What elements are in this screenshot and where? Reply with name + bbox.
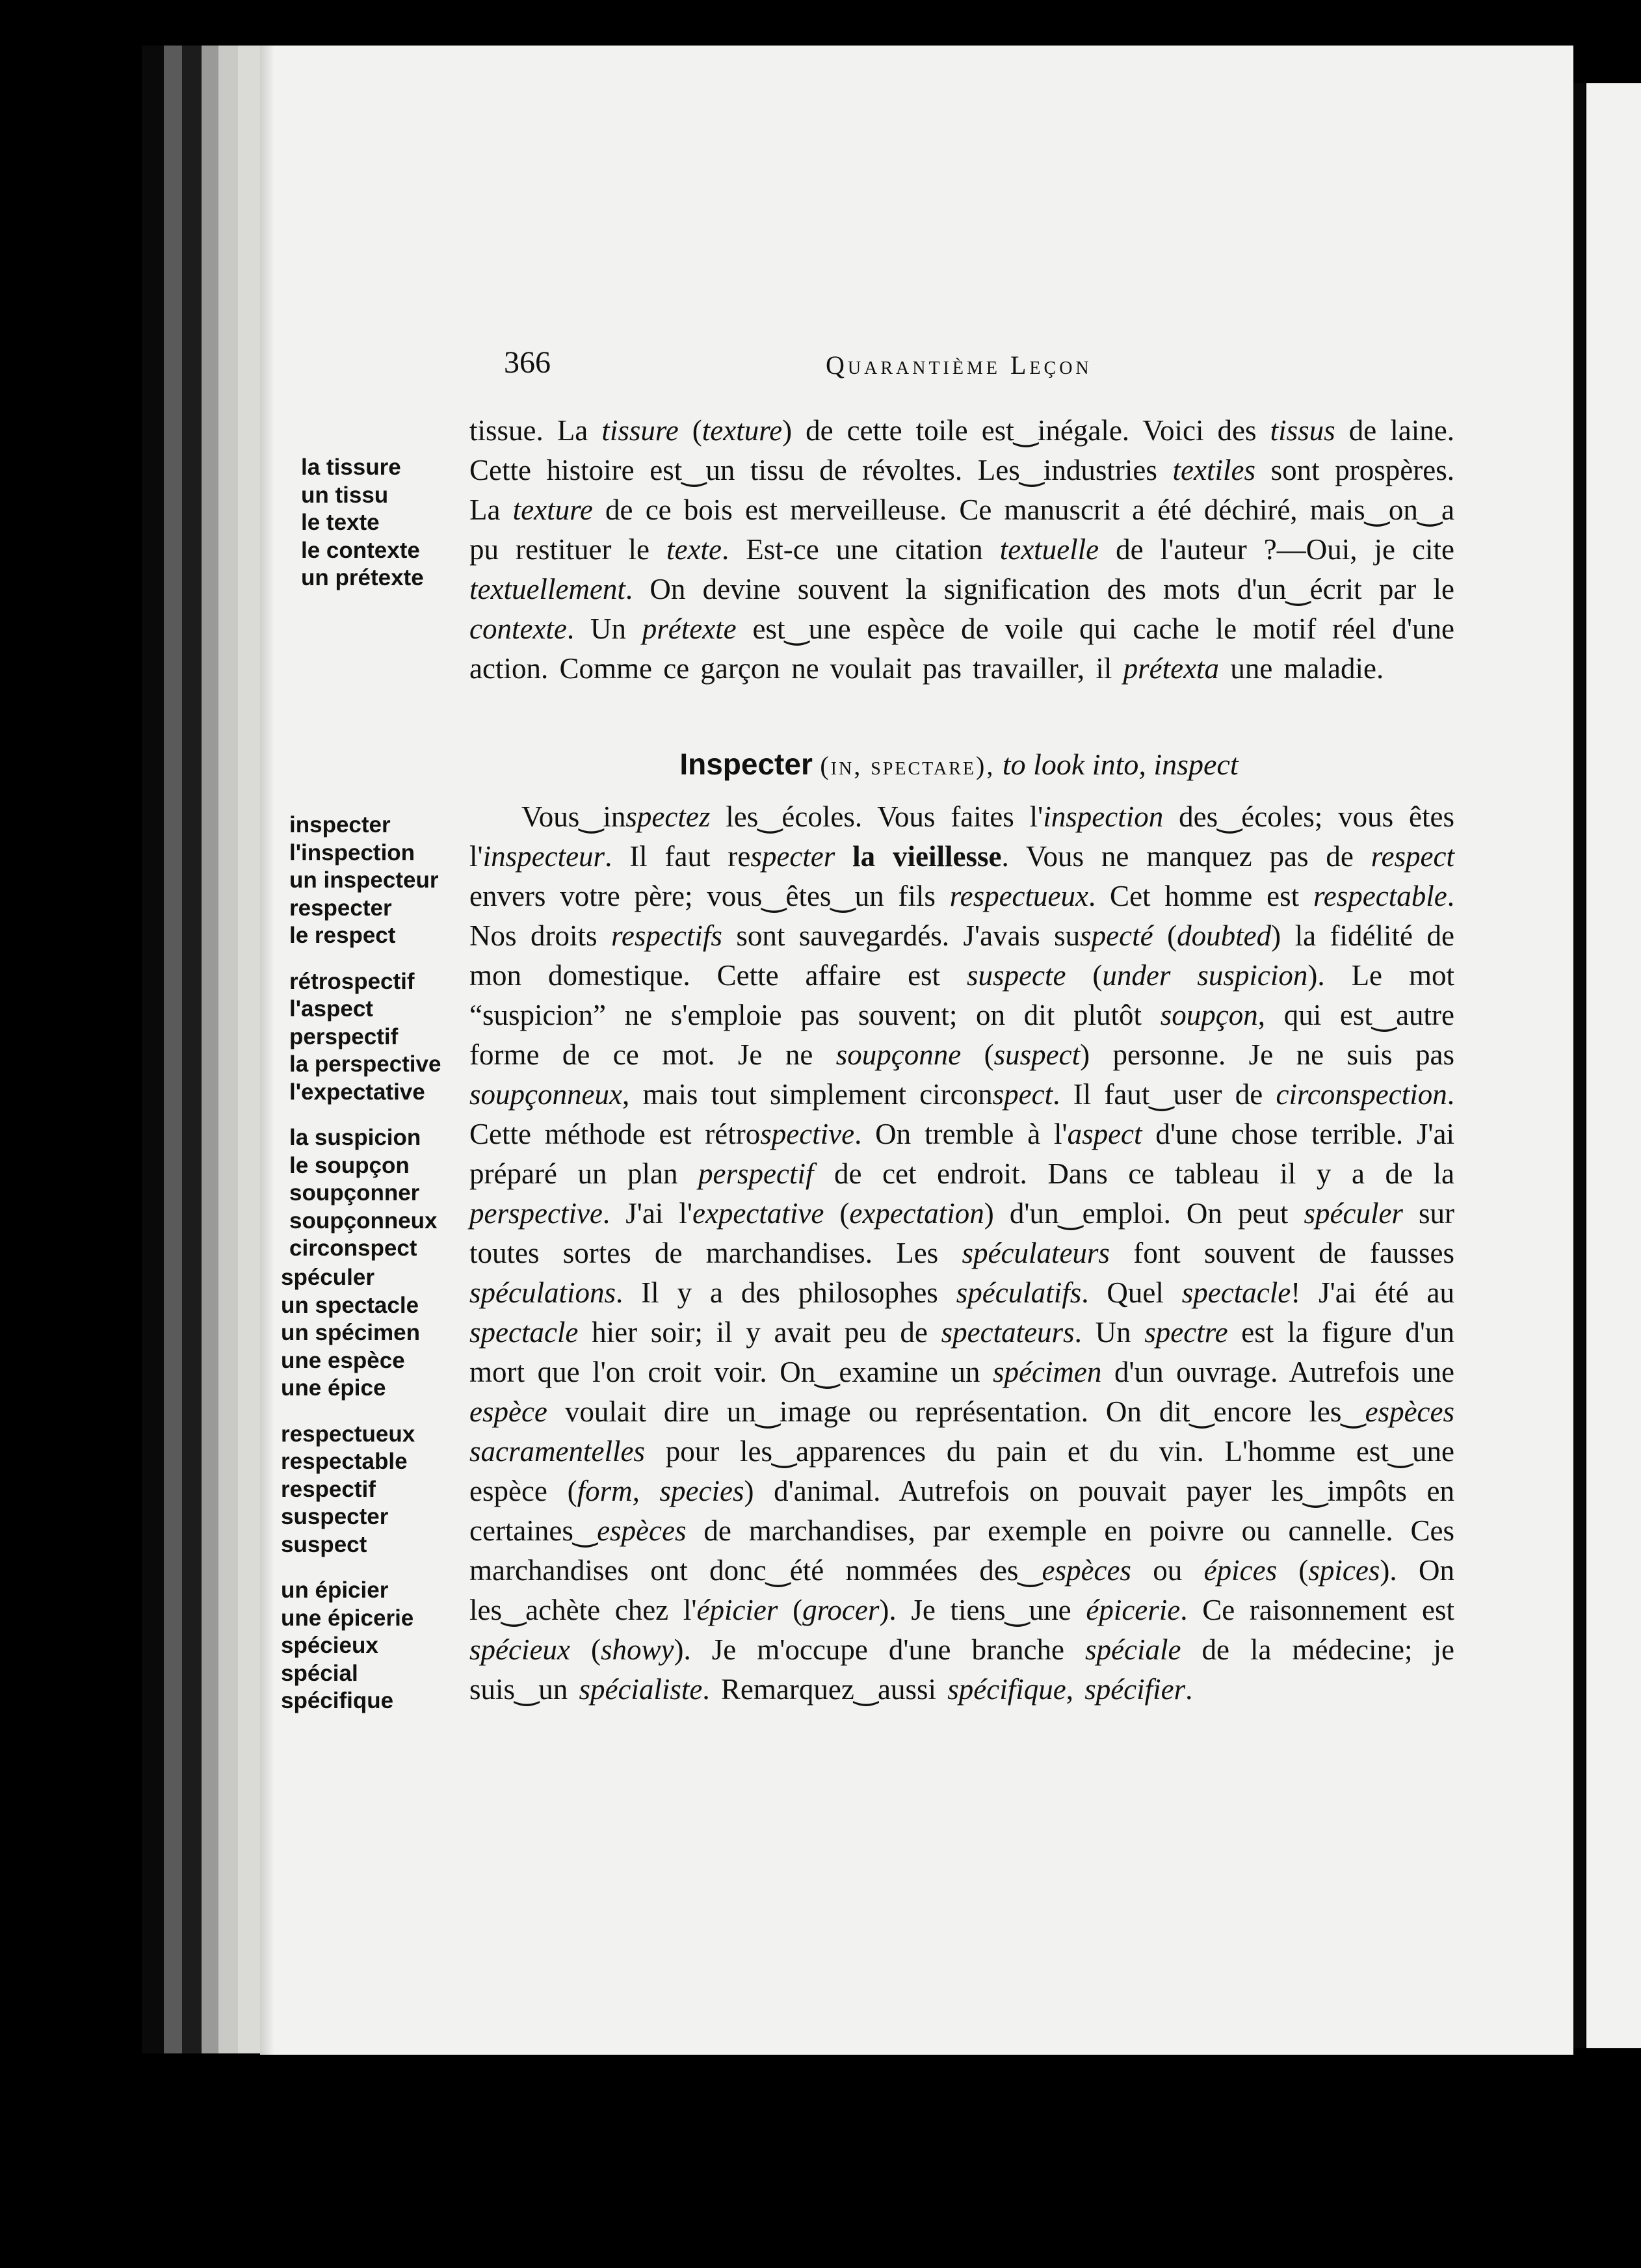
text-run: ( bbox=[824, 1197, 850, 1230]
italic-term: espèces sacramentelles bbox=[469, 1395, 1454, 1468]
book-edge bbox=[182, 46, 202, 2053]
margin-term: spécifique bbox=[281, 1688, 394, 1713]
text-run: . Nos droits bbox=[469, 880, 1454, 952]
margin-term: le texte bbox=[301, 510, 380, 535]
text-run: voulait dire un‿image ou représentation. On dit‿encore les‿ bbox=[547, 1395, 1365, 1428]
italic-term: form, species bbox=[577, 1475, 744, 1507]
margin-term: spécial bbox=[281, 1660, 358, 1686]
book-edge bbox=[238, 46, 260, 2053]
page-number: 366 bbox=[504, 345, 551, 380]
text-run: hier soir; il y avait peu de bbox=[578, 1316, 941, 1349]
page-gutter bbox=[260, 46, 274, 2055]
italic-term: spectre bbox=[1144, 1316, 1228, 1349]
margin-term: le soupçon bbox=[289, 1152, 410, 1178]
italic-term: tissure bbox=[601, 414, 679, 447]
running-title: Quarantième Leçon bbox=[826, 350, 1092, 380]
italic-term: espèce bbox=[469, 1395, 547, 1428]
italic-term: spectez bbox=[625, 800, 711, 833]
text-run: . Est-ce une citation bbox=[721, 533, 1000, 566]
text-run: , bbox=[1066, 1673, 1085, 1706]
margin-term: rétrospectif bbox=[289, 968, 415, 994]
text-run: ou bbox=[1131, 1554, 1204, 1587]
italic-term: textuellement bbox=[469, 573, 625, 605]
italic-term: contexte bbox=[469, 613, 567, 645]
text-run: ). Le mot “suspicion” ne s'emploie pas souvent; on dit plutôt bbox=[469, 959, 1454, 1031]
margin-term: un tissu bbox=[301, 482, 389, 508]
text-run: . Il faut‿user de bbox=[1053, 1078, 1276, 1111]
italic-term: specter bbox=[750, 840, 835, 873]
margin-term: un spectacle bbox=[281, 1292, 419, 1318]
text-run: . Un bbox=[1074, 1316, 1145, 1349]
italic-term: soupçonneux bbox=[469, 1078, 622, 1111]
italic-term: spect bbox=[992, 1078, 1053, 1111]
margin-term: une épicerie bbox=[281, 1605, 414, 1631]
italic-term: perspectif bbox=[698, 1157, 814, 1190]
text-run: ). Je tiens‿une bbox=[879, 1594, 1086, 1626]
italic-term: textuelle bbox=[999, 533, 1099, 566]
italic-term: respectifs bbox=[611, 919, 722, 952]
italic-term: spécifier bbox=[1084, 1673, 1186, 1706]
margin-term: un spécimen bbox=[281, 1320, 420, 1345]
text-run: ( bbox=[1277, 1554, 1309, 1587]
text-run: de l'auteur ?—Oui, je cite bbox=[1099, 533, 1454, 566]
margin-term: spéculer bbox=[281, 1265, 374, 1290]
italic-term: texture bbox=[702, 414, 783, 447]
adjacent-page bbox=[1586, 83, 1641, 2048]
italic-term: inspecteur bbox=[482, 840, 605, 873]
margin-term: le contexte bbox=[301, 537, 420, 563]
italic-term: spéculations bbox=[469, 1276, 616, 1309]
text-run: ( bbox=[1066, 959, 1103, 992]
text-run: . Cet homme est bbox=[1088, 880, 1313, 912]
text-run: , mais tout simplement circon bbox=[622, 1078, 993, 1111]
italic-term: respect bbox=[1371, 840, 1454, 873]
margin-term: une épice bbox=[281, 1375, 386, 1401]
text-run: tissue. La bbox=[469, 414, 602, 447]
paragraph-inspecter bbox=[469, 797, 1454, 1709]
italic-term: prétexte bbox=[642, 613, 737, 645]
italic-term: soupçonne bbox=[835, 1038, 962, 1071]
margin-term: respectif bbox=[281, 1476, 376, 1502]
text-run: d'un ouvrage. Autrefois une bbox=[1101, 1356, 1454, 1388]
italic-term: suspecte bbox=[967, 959, 1066, 992]
margin-term: le respect bbox=[289, 923, 396, 948]
text-run: de la médecine; je suis‿un bbox=[469, 1633, 1454, 1706]
text-run: les‿écoles. Vous faites l' bbox=[710, 800, 1044, 833]
text-run: de ce bois est merveilleuse. Ce manuscrit a été déchiré, mais‿on‿a pu restituer le bbox=[469, 494, 1454, 566]
margin-group-2 bbox=[289, 811, 441, 1263]
running-head bbox=[504, 345, 1193, 390]
text-run: . Cette méthode est rétro bbox=[469, 1078, 1455, 1150]
margin-term: spécieux bbox=[281, 1633, 378, 1658]
margin-term: suspecter bbox=[281, 1504, 389, 1529]
italic-term: spécimen bbox=[992, 1356, 1102, 1388]
section-heading bbox=[468, 746, 1450, 782]
text-run: de cet endroit. Dans ce tableau il y a de la bbox=[813, 1157, 1454, 1190]
text-run: des‿écoles; vous êtes l' bbox=[469, 800, 1455, 873]
italic-term: prétexta bbox=[1123, 652, 1220, 685]
margin-term: respectueux bbox=[281, 1421, 415, 1447]
margin-term: un épicier bbox=[281, 1577, 389, 1603]
text-run: ) la fidélité de mon domestique. Cette affaire est bbox=[469, 919, 1454, 992]
margin-group-1 bbox=[301, 454, 424, 592]
text-run: ). On les‿achète chez l' bbox=[469, 1554, 1454, 1626]
italic-term: expectative bbox=[692, 1197, 824, 1230]
italic-term: under suspicion bbox=[1102, 959, 1308, 992]
margin-term: la tissure bbox=[301, 455, 401, 480]
text-run: de laine. Cette histoire est‿un tissu de révoltes. Les‿industries bbox=[469, 414, 1454, 486]
book-edge bbox=[202, 46, 218, 2053]
italic-term: inspection bbox=[1043, 800, 1164, 833]
text-run: envers votre père; vous‿êtes‿un fils bbox=[469, 880, 950, 912]
text-run: font souvent de fausses bbox=[1109, 1237, 1454, 1269]
text-run: . Il faut re bbox=[605, 840, 751, 873]
text-run: . On devine souvent la signification des mots d'un‿écrit par le bbox=[625, 573, 1454, 605]
italic-term: texture bbox=[512, 494, 593, 526]
italic-term: spécifique bbox=[947, 1673, 1066, 1706]
italic-term: épicerie bbox=[1086, 1594, 1181, 1626]
text-run: ) d'un‿emploi. On peut bbox=[984, 1197, 1304, 1230]
margin-term: perspectif bbox=[289, 1023, 399, 1049]
text-run: ! J'ai été au bbox=[1291, 1276, 1454, 1309]
text-run: est‿une espèce de voile qui cache le motif réel d'une action. Comme ce garçon ne voulait pas travailler, il bbox=[469, 613, 1454, 685]
bold-text: la vieillesse bbox=[835, 840, 1002, 873]
margin-term: l'expectative bbox=[289, 1079, 425, 1105]
margin-term: la perspective bbox=[289, 1051, 441, 1077]
text-run: . Remarquez‿aussi bbox=[702, 1673, 948, 1706]
text-run: ) d'animal. Autrefois on pouvait payer les‿impôts en certaines‿ bbox=[469, 1475, 1454, 1547]
italic-term: showy bbox=[600, 1633, 674, 1666]
page-divider bbox=[1573, 83, 1585, 2048]
text-run: , qui est‿autre forme de ce mot. Je ne bbox=[469, 999, 1455, 1071]
text-run: . Ce raisonnement est bbox=[1180, 1594, 1454, 1626]
italic-term: doubted bbox=[1177, 919, 1272, 952]
margin-term: l'inspection bbox=[289, 839, 415, 865]
margin-term: respecter bbox=[289, 895, 392, 921]
text-run: ) personne. Je ne suis pas bbox=[1080, 1038, 1454, 1071]
margin-term: une espèce bbox=[281, 1347, 405, 1373]
text-run: . Un bbox=[566, 613, 642, 645]
margin-term: respectable bbox=[281, 1449, 408, 1474]
italic-term: spéculer bbox=[1304, 1197, 1403, 1230]
text-run: . bbox=[1185, 1673, 1193, 1706]
italic-term: spectacle bbox=[1181, 1276, 1291, 1309]
italic-term: perspective bbox=[469, 1197, 603, 1230]
book-edge bbox=[164, 46, 182, 2053]
text-run: ( bbox=[570, 1633, 601, 1666]
heading-etymology: (in, spectare), bbox=[820, 751, 995, 780]
text-run: . Quel bbox=[1081, 1276, 1182, 1309]
paragraph-texture bbox=[469, 411, 1454, 689]
margin-term: la suspicion bbox=[289, 1125, 421, 1150]
italic-term: spices bbox=[1308, 1554, 1380, 1587]
italic-term: texte bbox=[666, 533, 722, 566]
italic-term: specté bbox=[1080, 919, 1153, 952]
italic-term: espèces bbox=[1042, 1554, 1131, 1587]
text-run: . On tremble à l' bbox=[854, 1118, 1068, 1150]
text-run: est la figure d'un mort que l'on croit voir. On‿examine un bbox=[469, 1316, 1454, 1388]
italic-term: respectable bbox=[1313, 880, 1447, 912]
text-run: ( bbox=[1153, 919, 1177, 952]
margin-term: l'aspect bbox=[289, 996, 373, 1022]
italic-term: tissus bbox=[1270, 414, 1335, 447]
italic-term: spécieux bbox=[469, 1633, 570, 1666]
text-run: une maladie. bbox=[1219, 652, 1384, 685]
text-run: . Il y a des philosophes bbox=[615, 1276, 956, 1309]
text-run: ( bbox=[961, 1038, 994, 1071]
margin-term: soupçonneux bbox=[289, 1207, 438, 1233]
margin-group-3 bbox=[281, 1264, 420, 1715]
text-run: ). Je m'occupe d'une branche bbox=[674, 1633, 1085, 1666]
text-run: sont sauvegardés. J'avais su bbox=[722, 919, 1081, 952]
heading-gloss: to look into, inspect bbox=[1002, 748, 1239, 781]
margin-term: un prétexte bbox=[301, 565, 424, 590]
italic-term: suspect bbox=[993, 1038, 1081, 1071]
italic-term: spéciale bbox=[1085, 1633, 1181, 1666]
heading-word: Inspecter bbox=[679, 747, 813, 781]
book-edge bbox=[218, 46, 238, 2053]
text-run: . J'ai l' bbox=[602, 1197, 692, 1230]
italic-term: aspect bbox=[1067, 1118, 1142, 1150]
italic-term: spéculateurs bbox=[962, 1237, 1110, 1269]
margin-term: inspecter bbox=[289, 812, 391, 837]
text-run: ( bbox=[778, 1594, 803, 1626]
text-run: sont prospères. La bbox=[469, 454, 1454, 526]
italic-term: espèces bbox=[597, 1514, 687, 1547]
margin-term: soupçonner bbox=[289, 1180, 420, 1206]
margin-term: suspect bbox=[281, 1531, 367, 1557]
italic-term: spectateurs bbox=[941, 1316, 1075, 1349]
text-run: d'une chose terrible. J'ai préparé un plan bbox=[469, 1118, 1454, 1190]
text-run: sur toutes sortes de marchandises. Les bbox=[469, 1197, 1454, 1269]
book-edge bbox=[142, 46, 164, 2053]
text-run: . Vous ne manquez pas de bbox=[1001, 840, 1371, 873]
text-run: de marchandises, par exemple en poivre ou cannelle. Ces marchandises ont donc‿été nommées des‿ bbox=[469, 1514, 1454, 1587]
text-run: Vous‿in bbox=[521, 800, 626, 833]
italic-term: spécialiste bbox=[579, 1673, 703, 1706]
italic-term: circonspection bbox=[1276, 1078, 1447, 1111]
italic-term: spectacle bbox=[469, 1316, 579, 1349]
italic-term: expectation bbox=[849, 1197, 984, 1230]
margin-term: un inspecteur bbox=[289, 867, 439, 893]
text-run: pour les‿apparences du pain et du vin. L'homme est‿une espèce ( bbox=[469, 1435, 1454, 1507]
text-run: ) de cette toile est‿inégale. Voici des bbox=[782, 414, 1270, 447]
margin-term: circonspect bbox=[289, 1235, 417, 1261]
italic-term: spective bbox=[760, 1118, 855, 1150]
italic-term: spéculatifs bbox=[956, 1276, 1082, 1309]
italic-term: épices bbox=[1203, 1554, 1278, 1587]
italic-term: textiles bbox=[1172, 454, 1255, 486]
text-run: ( bbox=[678, 414, 702, 447]
italic-term: respectueux bbox=[949, 880, 1088, 912]
italic-term: grocer bbox=[802, 1594, 880, 1626]
italic-term: soupçon bbox=[1160, 999, 1258, 1031]
italic-term: épicier bbox=[696, 1594, 778, 1626]
